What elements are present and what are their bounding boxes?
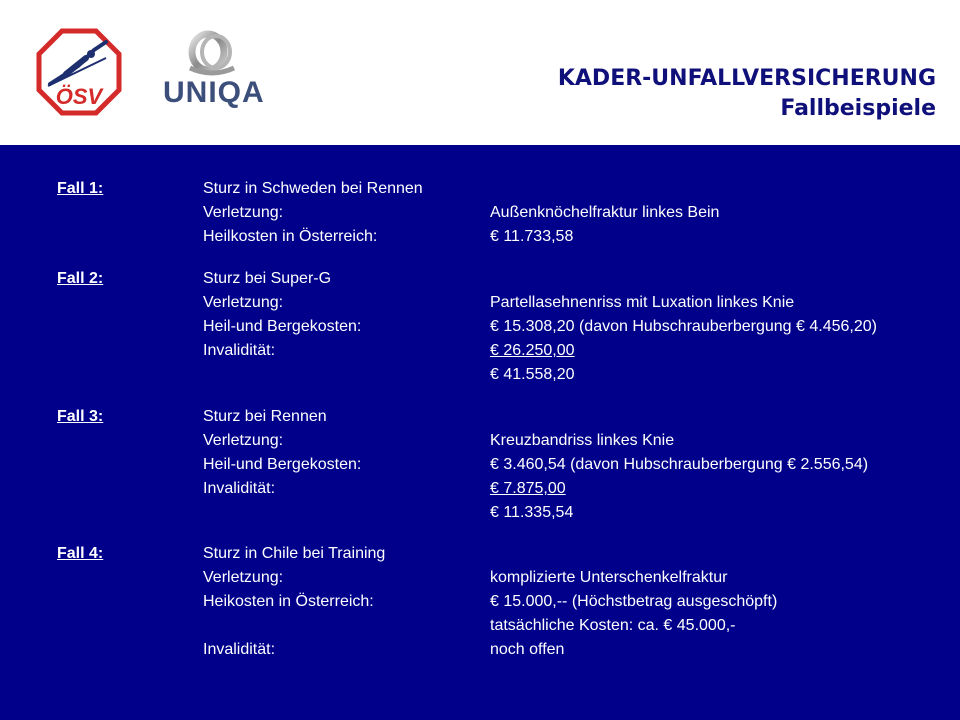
case-1-label: Fall 1: xyxy=(57,180,104,197)
case-1-row-1 xyxy=(0,178,960,200)
case-3-disability-label: Invalidität: xyxy=(203,480,276,497)
case-3-injury-value: Kreuzbandriss linkes Knie xyxy=(490,432,675,449)
osv-logo-icon xyxy=(36,28,122,120)
case-2-total-value: € 41.558,20 xyxy=(490,366,575,383)
case-3-cost-value: € 3.460,54 (davon Hubschrauberbergung € 2.556,54) xyxy=(490,456,869,473)
case-4-row-5 xyxy=(0,639,960,661)
case-4-actual-cost-value: tatsächliche Kosten: ca. € 45.000,- xyxy=(490,617,736,634)
case-1-description: Sturz in Schweden bei Rennen xyxy=(203,180,423,197)
case-3-row-1 xyxy=(0,406,960,428)
case-3-cost-label: Heil-und Bergekosten: xyxy=(203,456,362,473)
case-2-label: Fall 2: xyxy=(57,270,104,287)
case-2-description: Sturz bei Super-G xyxy=(203,270,332,287)
case-3-row-4 xyxy=(0,478,960,500)
case-2-cost-label: Heil-und Bergekosten: xyxy=(203,318,362,335)
case-4-injury-label: Verletzung: xyxy=(203,569,284,586)
case-2-cost-value: € 15.308,20 (davon Hubschrauberbergung € 4.456,20) xyxy=(490,318,877,335)
case-4-disability-value: noch offen xyxy=(490,641,565,658)
case-3-row-5 xyxy=(0,502,960,524)
case-1-row-3 xyxy=(0,226,960,248)
case-4-disability-label: Invalidität: xyxy=(203,641,276,658)
case-2-disability-label: Invalidität: xyxy=(203,342,276,359)
case-2-row-1 xyxy=(0,268,960,290)
case-1-injury-label: Verletzung: xyxy=(203,204,284,221)
case-2-row-4 xyxy=(0,340,960,362)
case-3-total-value: € 11.335,54 xyxy=(490,504,574,521)
case-1-row-2 xyxy=(0,202,960,224)
case-3-row-2 xyxy=(0,430,960,452)
osv-logo-text: ÖSV xyxy=(55,84,103,109)
case-4-description: Sturz in Chile bei Training xyxy=(203,545,386,562)
case-2-row-2 xyxy=(0,292,960,314)
uniqa-logo-text: UNIQA xyxy=(163,76,265,109)
case-2-disability-value: € 26.250,00 xyxy=(490,342,575,359)
case-4-cost-label: Heikosten in Österreich: xyxy=(203,593,374,610)
case-1-cost-value: € 11.733,58 xyxy=(490,228,574,245)
case-3-row-3 xyxy=(0,454,960,476)
case-2-row-3 xyxy=(0,316,960,338)
slide-header xyxy=(0,0,960,145)
case-4-row-3 xyxy=(0,591,960,613)
case-3-disability-value: € 7.875,00 xyxy=(490,480,566,497)
case-3-injury-label: Verletzung: xyxy=(203,432,284,449)
slide-title xyxy=(558,64,936,124)
title-line-2: Fallbeispiele xyxy=(780,96,936,121)
case-4-cost-value: € 15.000,-- (Höchstbetrag ausgeschöpft) xyxy=(490,593,778,610)
case-4-row-4 xyxy=(0,615,960,637)
case-2-row-5 xyxy=(0,364,960,386)
case-3-label: Fall 3: xyxy=(57,408,104,425)
case-2-injury-value: Partellasehnenriss mit Luxation linkes Knie xyxy=(490,294,795,311)
case-2-injury-label: Verletzung: xyxy=(203,294,284,311)
case-4-row-2 xyxy=(0,567,960,589)
case-1-cost-label: Heilkosten in Österreich: xyxy=(203,228,378,245)
case-4-injury-value: komplizierte Unterschenkelfraktur xyxy=(490,569,728,586)
content-area xyxy=(0,145,960,720)
case-4-label: Fall 4: xyxy=(57,545,104,562)
case-1-injury-value: Außenknöchelfraktur linkes Bein xyxy=(490,204,720,221)
case-3-description: Sturz bei Rennen xyxy=(203,408,327,425)
title-line-1: KADER-UNFALLVERSICHERUNG xyxy=(557,66,936,91)
case-4-row-1 xyxy=(0,543,960,565)
